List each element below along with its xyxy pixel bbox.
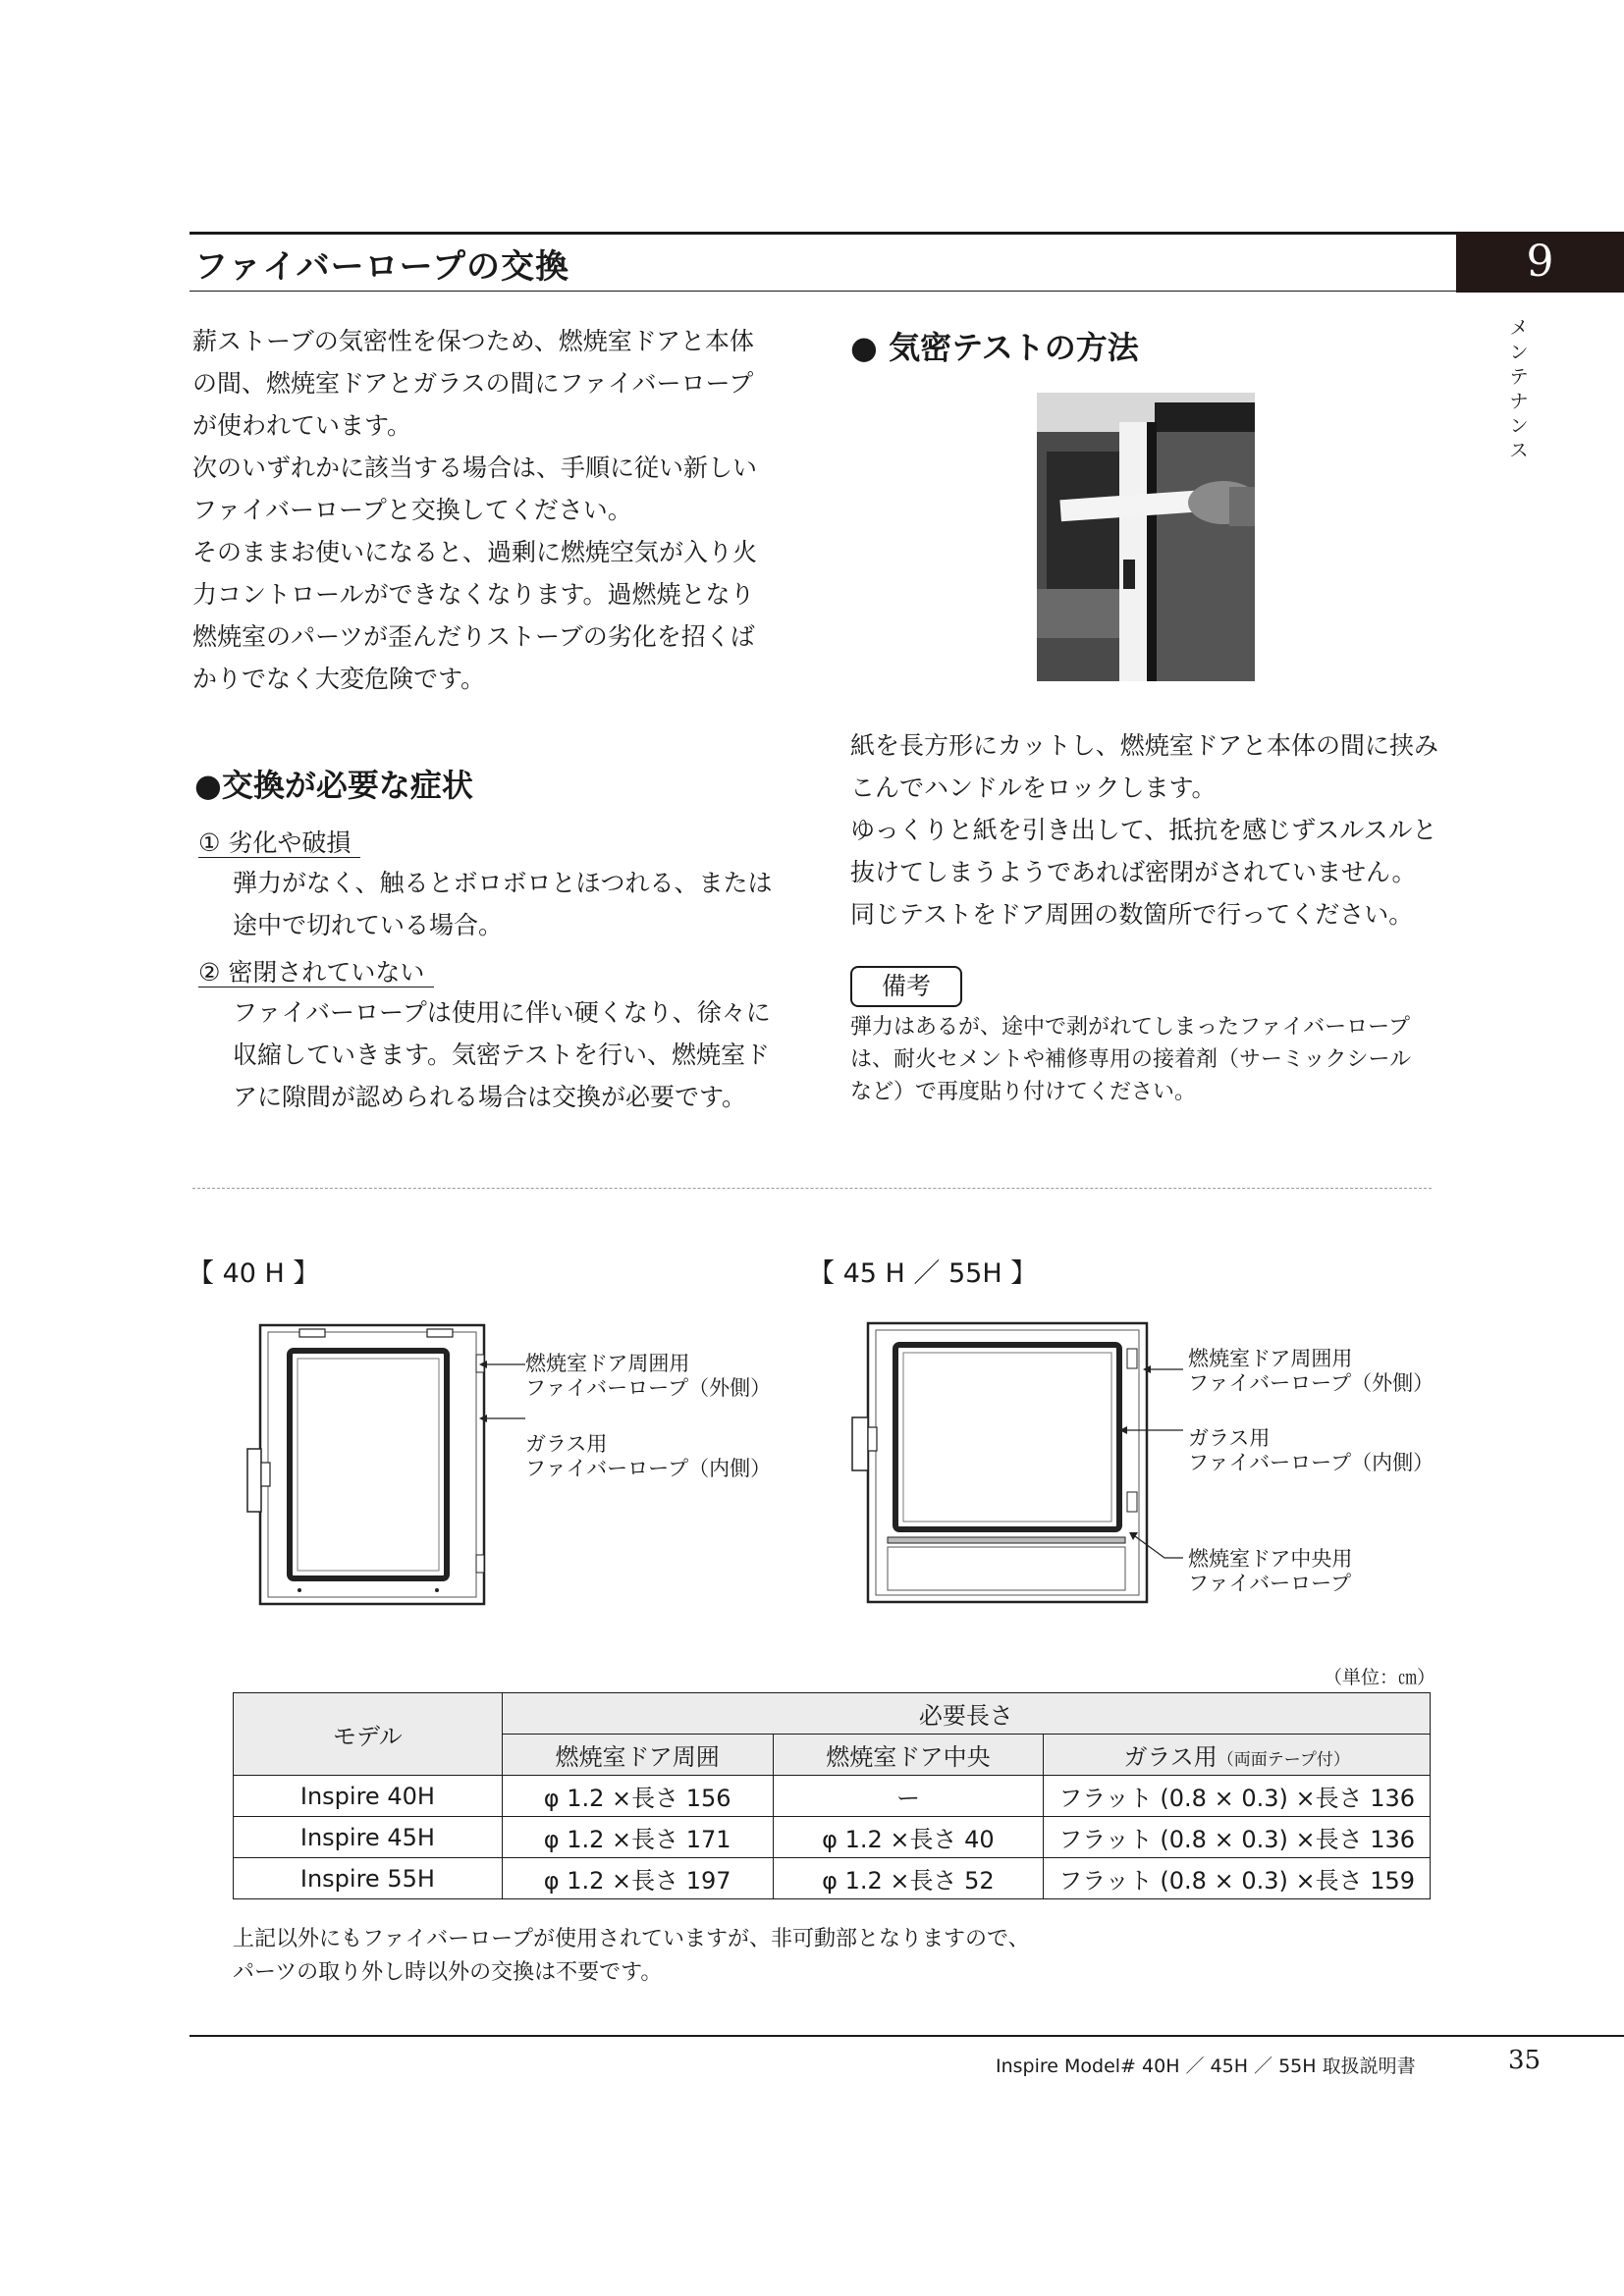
intro-line: 薪ストーブの気密性を保つため、燃焼室ドアと本体 <box>192 327 755 355</box>
note-label: 備考 <box>850 966 962 1007</box>
footnote-line: 上記以外にもファイバーロープが使用されていますが、非可動部となりますので、 <box>233 1927 1030 1951</box>
symptoms-heading: ●交換が必要な症状 <box>194 767 473 804</box>
footer-manual-title: Inspire Model# 40H ／ 45H ／ 55H 取扱説明書 <box>996 2056 1416 2077</box>
cell-center: φ 1.2 ×長さ 40 <box>773 1817 1044 1858</box>
diagram-label-40h: 【 40 H 】 <box>188 1258 320 1289</box>
side-tab-label: メンテナンス <box>1509 317 1529 461</box>
cell-model: Inspire 55H <box>234 1858 503 1899</box>
footnote-line: パーツの取り外し時以外の交換は不要です。 <box>233 1960 663 1985</box>
symptom-2-line: ファイバーロープは使用に伴い硬くなり、徐々に <box>233 998 771 1027</box>
callout-door-rope-45h-55h <box>1188 1347 1434 1396</box>
table-footnote <box>233 1923 1030 1990</box>
airtight-test-heading: ● 気密テストの方法 <box>850 329 1139 366</box>
table-unit: （単位：㎝） <box>1324 1667 1436 1688</box>
table-row <box>234 1817 1431 1858</box>
callout-line: ガラス用 <box>1188 1426 1271 1450</box>
test-line: 紙を長方形にカットし、燃焼室ドアと本体の間に挟み <box>850 731 1439 760</box>
test-line: こんでハンドルをロックします。 <box>850 774 1217 802</box>
symptom-2-line: アに隙間が認められる場合は交換が必要です。 <box>233 1083 747 1111</box>
table-row <box>234 1858 1431 1899</box>
note-line: 弾力はあるが、途中で剥がれてしまったファイバーロープ <box>850 1015 1411 1040</box>
callout-line: ファイバーロープ（内側） <box>1188 1451 1435 1474</box>
intro-line: 燃焼室のパーツが歪んだりストーブの劣化を招くば <box>192 622 755 651</box>
callout-glass-rope-45h-55h <box>1188 1426 1434 1475</box>
callout-line: 燃焼室ドア周囲用 <box>525 1352 690 1375</box>
title-top-rule <box>189 232 1456 235</box>
intro-line: が使われています。 <box>192 411 412 440</box>
intro-line: 力コントロールができなくなります。過燃焼となり <box>192 580 755 609</box>
symptom-2-text <box>233 991 792 1118</box>
symptom-2-line: 収縮していきます。気密テストを行い、燃焼室ド <box>233 1041 771 1069</box>
callout-line: ファイバーロープ <box>1188 1572 1352 1595</box>
page-number: 35 <box>1508 2046 1542 2075</box>
callout-line: ガラス用 <box>525 1432 608 1456</box>
callout-arrows-40h <box>471 1350 530 1428</box>
symptom-1-label: ① 劣化や破損 <box>198 828 360 858</box>
cell-door: φ 1.2 ×長さ 197 <box>502 1858 773 1899</box>
note-line: など）で再度貼り付けてください。 <box>850 1080 1197 1104</box>
intro-line: かりでなく大変危険です。 <box>192 665 486 693</box>
header-glass-label: ガラス用 <box>1123 1743 1218 1771</box>
title-bottom-rule <box>189 291 1456 292</box>
cell-glass: フラット (0.8 × 0.3) ×長さ 136 <box>1044 1817 1431 1858</box>
symptom-1-line: 弾力がなく、触るとボロボロとほつれる、または <box>233 869 773 897</box>
callout-line: ファイバーロープ（外側） <box>525 1376 772 1400</box>
symptom-1-text <box>233 862 792 946</box>
intro-line: ファイバーロープと交換してください。 <box>192 496 632 524</box>
rope-length-table <box>233 1692 1431 1899</box>
cell-door: φ 1.2 ×長さ 171 <box>502 1817 773 1858</box>
diagram-label-45h-55h: 【 45 H ／ 55H 】 <box>808 1258 1038 1289</box>
cell-center: ー <box>773 1776 1044 1817</box>
intro-line: そのままお使いになると、過剰に燃焼空気が入り火 <box>192 538 758 566</box>
symptom-1-line: 途中で切れている場合。 <box>233 911 504 939</box>
test-line: ゆっくりと紙を引き出して、抵抗を感じずスルスルと <box>850 816 1437 844</box>
callout-door-rope-40h <box>525 1352 771 1401</box>
callout-center-rope-45h-55h <box>1188 1547 1352 1596</box>
header-door-perimeter: 燃焼室ドア周囲 <box>502 1735 773 1776</box>
intro-line: 次のいずれかに該当する場合は、手順に従い新しい <box>192 454 758 482</box>
callout-line: ファイバーロープ（外側） <box>1188 1371 1435 1395</box>
table-row <box>234 1776 1431 1817</box>
cell-center: φ 1.2 ×長さ 52 <box>773 1858 1044 1899</box>
callout-line: 燃焼室ドア周囲用 <box>1188 1347 1353 1370</box>
callout-line: ファイバーロープ（内側） <box>525 1457 772 1480</box>
door-diagram-40h <box>241 1315 496 1610</box>
cell-model: Inspire 40H <box>234 1776 503 1817</box>
test-line: 抜けてしまうようであれば密閉がされていません。 <box>850 858 1417 886</box>
header-door-center: 燃焼室ドア中央 <box>773 1735 1044 1776</box>
note-text <box>850 1011 1439 1108</box>
note-line: は、耐火セメントや補修専用の接着剤（サーミックシール <box>850 1047 1412 1072</box>
callout-glass-rope-40h <box>525 1432 771 1481</box>
section-divider <box>192 1188 1432 1189</box>
header-required-length: 必要長さ <box>502 1693 1430 1735</box>
cell-glass: フラット (0.8 × 0.3) ×長さ 159 <box>1044 1858 1431 1899</box>
test-line: 同じテストをドア周囲の数箇所で行ってください。 <box>850 900 1414 929</box>
footer-rule <box>189 2035 1624 2037</box>
page-title: ファイバーロープの交換 <box>194 247 569 287</box>
header-glass <box>1044 1735 1431 1776</box>
cell-door: φ 1.2 ×長さ 156 <box>502 1776 773 1817</box>
callout-arrows-45h-55h <box>1100 1350 1188 1585</box>
chapter-number-badge: 9 <box>1456 232 1624 293</box>
callout-line: 燃焼室ドア中央用 <box>1188 1547 1353 1571</box>
cell-glass: フラット (0.8 × 0.3) ×長さ 136 <box>1044 1776 1431 1817</box>
intro-paragraph <box>192 320 786 700</box>
symptom-2-label: ② 密閉されていない <box>198 958 434 988</box>
airtight-test-text <box>850 724 1439 935</box>
header-model: モデル <box>234 1693 503 1776</box>
airtight-test-photo <box>1037 393 1255 681</box>
intro-line: の間、燃焼室ドアとガラスの間にファイバーロープ <box>192 369 754 398</box>
cell-model: Inspire 45H <box>234 1817 503 1858</box>
header-glass-note: （両面テープ付） <box>1217 1750 1350 1770</box>
